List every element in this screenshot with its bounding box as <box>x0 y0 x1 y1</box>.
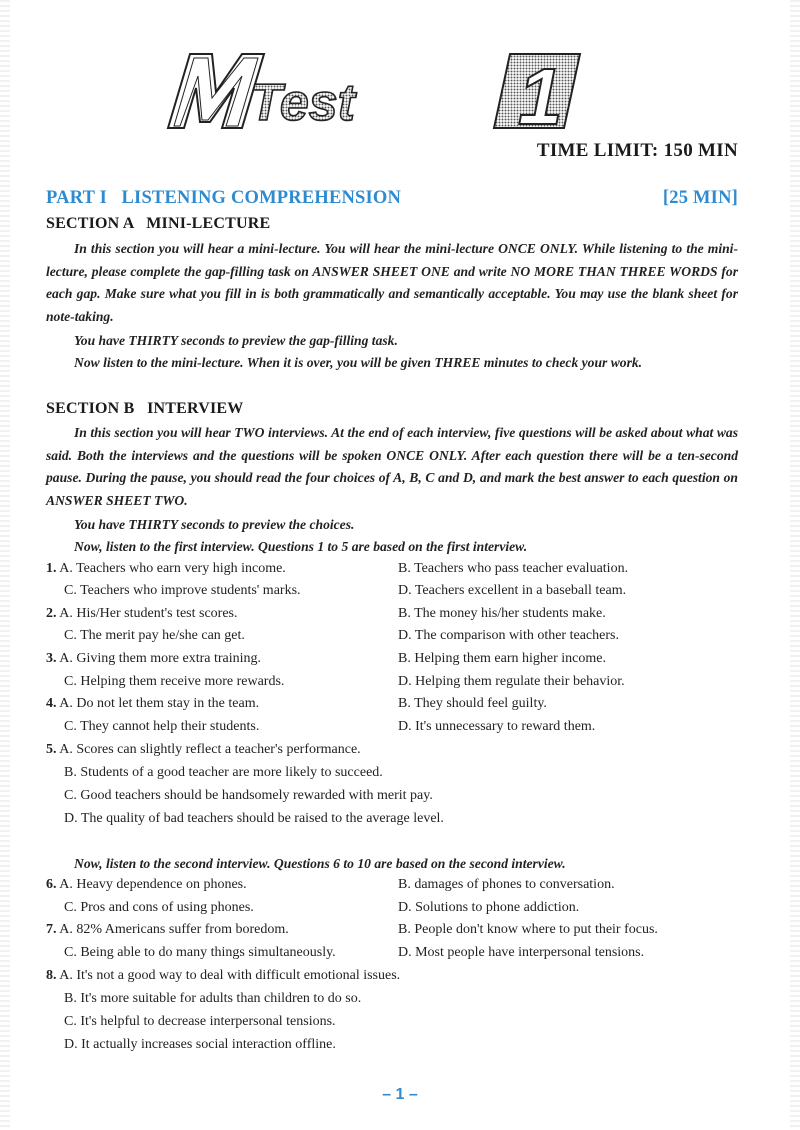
scan-edge-right <box>790 0 800 1130</box>
question-1-d: D. Teachers excellent in a baseball team. <box>398 583 627 598</box>
question-7-c: C. Being able to do many things simultaneously. <box>64 945 336 960</box>
question-3-a: 3. A. Giving them more extra training. <box>46 651 262 666</box>
section-b-first-interview-note: Now, listen to the first interview. Questions 1 to 5 are based on the first interview. <box>74 539 528 554</box>
question-6-b: B. damages of phones to conversation. <box>398 877 615 892</box>
question-4-d: D. It's unnecessary to reward them. <box>398 719 596 734</box>
question-5-a: 5. A. Scores can slightly reflect a teacher's performance. <box>46 742 361 757</box>
question-5-d: D. The quality of bad teachers should be raised to the average level. <box>64 811 444 826</box>
question-8-b: B. It's more suitable for adults than children to do so. <box>64 991 362 1006</box>
part-title: PART I LISTENING COMPREHENSION <box>46 188 402 208</box>
question-7-b: B. People don't know where to put their focus. <box>398 922 658 937</box>
part-duration: [25 MIN] <box>662 188 738 208</box>
question-2-c: C. The merit pay he/she can get. <box>64 628 245 643</box>
logo-number: 1 <box>518 52 563 140</box>
question-8-a: 8. A. It's not a good way to deal with difficult emotional issues. <box>46 968 401 983</box>
question-2-b: B. The money his/her students make. <box>398 606 606 621</box>
question-1-c: C. Teachers who improve students' marks. <box>64 583 301 598</box>
question-4-a: 4. A. Do not let them stay in the team. <box>46 696 260 711</box>
question-3-b: B. Helping them earn higher income. <box>398 651 606 666</box>
question-1-a: 1. A. Teachers who earn very high income. <box>46 561 286 576</box>
model-test-logo <box>150 40 610 140</box>
logo-number-block <box>494 52 580 140</box>
section-b-second-interview-note: Now, listen to the second interview. Questions 6 to 10 are based on the second interview. <box>74 856 566 871</box>
question-5-b: B. Students of a good teacher are more likely to succeed. <box>64 765 383 780</box>
question-6-c: C. Pros and cons of using phones. <box>64 900 254 915</box>
scan-edge-left <box>0 0 10 1130</box>
question-8-d: D. It actually increases social interaction offline. <box>64 1037 336 1052</box>
question-6-a: 6. A. Heavy dependence on phones. <box>46 877 247 892</box>
question-7-d: D. Most people have interpersonal tensions. <box>398 945 645 960</box>
question-4-c: C. They cannot help their students. <box>64 719 260 734</box>
time-limit: TIME LIMIT: 150 MIN <box>536 140 738 161</box>
logo-word: Test <box>250 74 355 132</box>
section-a-heading: SECTION A MINI-LECTURE <box>46 215 271 232</box>
part-heading <box>46 188 738 209</box>
section-b-preview-note: You have THIRTY seconds to preview the choices. <box>74 517 355 532</box>
page-number: – 1 – <box>382 1086 418 1103</box>
question-3-c: C. Helping them receive more rewards. <box>64 674 285 689</box>
question-6-d: D. Solutions to phone addiction. <box>398 900 580 915</box>
question-2-a: 2. A. His/Her student's test scores. <box>46 606 238 621</box>
section-a-preview-note: You have THIRTY seconds to preview the gap-filling task. <box>74 333 398 348</box>
section-a-instructions: In this section you will hear a mini-lecture. You will hear the mini-lecture ONCE ONLY. While listening to the mini-lecture, please complete the gap-filling task on ANSWER SHEET ONE and write NO MORE THAN THREE WORDS for each gap. Make sure what you fill in is both grammatically and semantically acceptable. You may use the blank sheet for note-taking. <box>46 241 738 324</box>
section-a-listen-note: Now listen to the mini-lecture. When it is over, you will be given THREE minutes to check your work. <box>74 355 643 370</box>
section-b-heading: SECTION B INTERVIEW <box>46 400 244 417</box>
question-7-a: 7. A. 82% Americans suffer from boredom. <box>46 922 289 937</box>
question-4-b: B. They should feel guilty. <box>398 696 547 711</box>
question-3-d: D. Helping them regulate their behavior. <box>398 674 625 689</box>
question-5-c: C. Good teachers should be handsomely rewarded with merit pay. <box>64 788 433 803</box>
question-1-b: B. Teachers who pass teacher evaluation. <box>398 561 629 576</box>
question-2-d: D. The comparison with other teachers. <box>398 628 619 643</box>
section-b-instructions: In this section you will hear TWO interviews. At the end of each interview, five questions will be asked about what was said. Both the interviews and the questions will be spoken ONCE ONLY. After each question there will be a ten-second pause. During the pause, you should read the four choices of A, B, C and D, and mark the best answer to each question on ANSWER SHEET TWO. <box>46 425 738 508</box>
question-8-c: C. It's helpful to decrease interpersonal tensions. <box>64 1014 336 1029</box>
